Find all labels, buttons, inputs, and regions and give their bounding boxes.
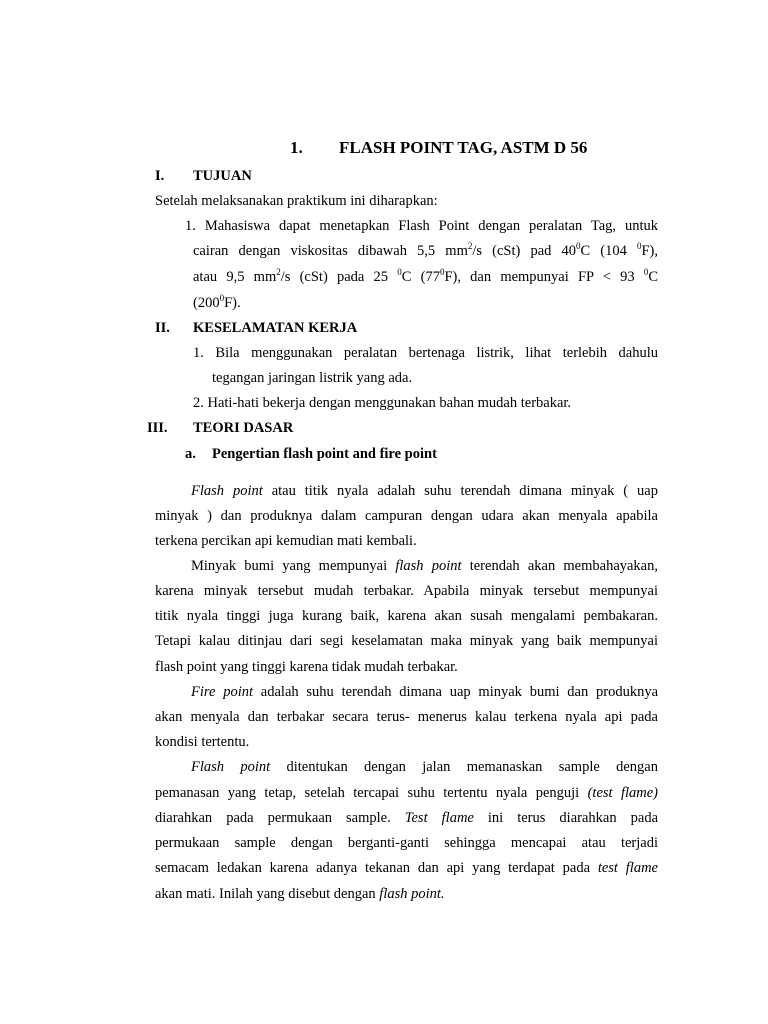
paragraph-4-line-2: pemanasan yang tetap, setelah tercapai suhu tertentu nyala penguji (test flame) (155, 785, 658, 801)
paragraph-4-line-5: semacam ledakan karena adanya tekanan dan api yang terdapat pada test flame (155, 860, 658, 876)
paragraph-4-line-6: akan mati. Inilah yang disebut dengan flash point. (155, 886, 445, 902)
paragraph-2-line-3: titik nyala tinggi juga kurang baik, karena akan susah mengalami pembakaran. (155, 608, 658, 624)
subsection-a-number: a. (185, 446, 196, 462)
paragraph-1-line-2: minyak ) dan produknya dalam campuran dengan udara akan menyala apabila (155, 508, 658, 524)
section-2-item-2: 2. Hati-hati bekerja dengan menggunakan bahan mudah terbakar. (193, 395, 572, 411)
section-1-heading: TUJUAN (193, 168, 252, 184)
section-1-number: I. (155, 168, 165, 184)
section-1-item-1-line-1: 1. Mahasiswa dapat menetapkan Flash Point dengan peralatan Tag, untuk (185, 218, 658, 234)
paragraph-3-line-2: akan menyala dan terbakar secara terus- menerus kalau terkena nyala api pada (155, 709, 658, 725)
section-1-intro: Setelah melaksanakan praktikum ini diharapkan: (155, 193, 438, 209)
paragraph-4-line-1: Flash point ditentukan dengan jalan memanaskan sample dengan (191, 759, 658, 775)
title-number: 1. (290, 138, 303, 157)
section-2-number: II. (155, 320, 170, 336)
paragraph-4-line-4: permukaan sample dengan berganti-ganti sehingga mencapai atau terjadi (155, 835, 658, 851)
section-2-heading: KESELAMATAN KERJA (193, 320, 358, 336)
section-3-number: III. (147, 420, 168, 436)
paragraph-4-line-3: diarahkan pada permukaan sample. Test flame ini terus diarahkan pada (155, 810, 658, 826)
paragraph-3-line-3: kondisi tertentu. (155, 734, 250, 750)
paragraph-1-line-3: terkena percikan api kemudian mati kembali. (155, 533, 417, 549)
section-2-item-1-line-1: 1. Bila menggunakan peralatan bertenaga listrik, lihat terlebih dahulu (193, 345, 658, 361)
paragraph-1-line-1: Flash point atau titik nyala adalah suhu terendah dimana minyak ( uap (191, 483, 658, 499)
paragraph-2-line-2: karena minyak tersebut mudah terbakar. Apabila minyak tersebut mempunyai (155, 583, 658, 599)
section-1-item-1-line-2: cairan dengan viskositas dibawah 5,5 $mm^2/s$ (cSt) pad $40^0C$ (104 $^0$F), (193, 241, 659, 259)
section-1-item-1-line-4: $(200^0F)$. (193, 293, 241, 311)
paragraph-3-line-1: Fire point adalah suhu terendah dimana uap minyak bumi dan produknya (191, 684, 658, 700)
paragraph-2-line-4: Tetapi kalau ditinjau dari segi keselamatan maka minyak yang baik mempunyai (155, 633, 658, 649)
section-1-item-1-line-3: atau 9,5 $mm^2/s$ (cSt) pada 25 $^0$C $(77^0F)$, dan mempunyai FP < 93 $^0$C (193, 267, 659, 285)
paragraph-2-line-1: Minyak bumi yang mempunyai flash point terendah akan membahayakan, (191, 558, 658, 574)
page-title: FLASH POINT TAG, ASTM D 56 (339, 138, 588, 157)
paragraph-2-line-5: flash point yang tinggi karena tidak mudah terbakar. (155, 659, 458, 675)
subsection-a-heading: Pengertian flash point and fire point (212, 446, 437, 462)
section-3-heading: TEORI DASAR (193, 420, 294, 436)
section-2-item-1-line-2: tegangan jaringan listrik yang ada. (212, 370, 413, 386)
